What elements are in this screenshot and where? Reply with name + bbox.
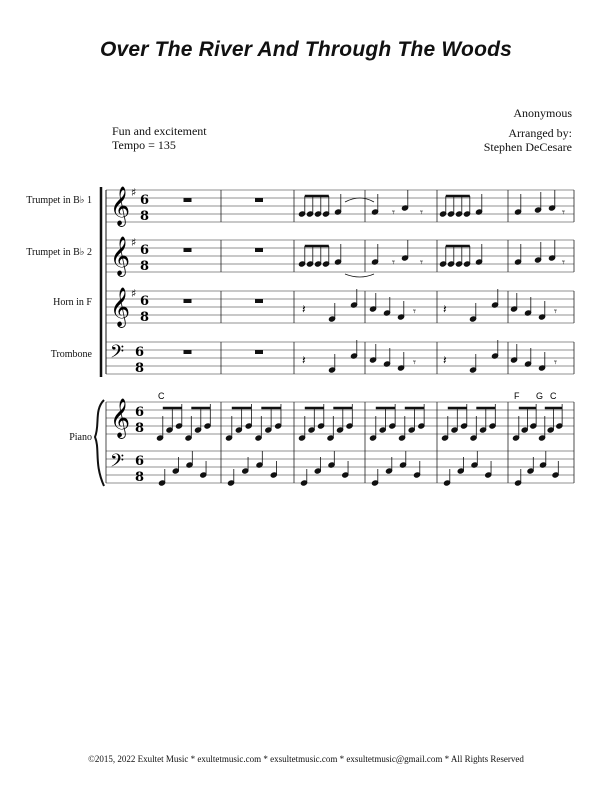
eighth-rest-icon: 𝄾 [413,305,416,318]
eighth-rest-icon: 𝄾 [392,206,395,219]
barlines [106,190,574,483]
notes [156,190,565,486]
eighth-rest-icon: 𝄾 [420,206,423,219]
score-title: Over The River And Through The Woods [99,38,513,61]
whole-rest-icon [184,198,192,202]
whole-rest-icon [255,299,263,303]
treble-clef-icon: 𝄞 [110,186,131,226]
whole-rest-icon [255,198,263,202]
time-signature-top: 6 [140,193,150,208]
quarter-rest-icon: 𝄽 [302,353,306,367]
key-signature-sharp-icon: ♯ [131,236,137,249]
arranger-label: Arranged by: [508,126,572,140]
whole-rest-icon [255,248,263,252]
time-signature-top: 6 [135,405,145,420]
quarter-rest-icon: 𝄽 [302,302,306,316]
composer: Anonymous [513,106,572,120]
arranger-name: Stephen DeCesare [483,140,572,154]
tie [345,274,374,277]
tie [345,198,374,202]
treble-clef-icon: 𝄞 [110,398,131,438]
whole-rest-icon [255,350,263,354]
instrument-label-horn: Horn in F [53,297,92,308]
eighth-rest-icon: 𝄾 [392,256,395,269]
copyright-footer: ©2015, 2022 Exultet Music * exultetmusic.com * exsultetmusic.com * exsultetmusic@gmail.com * All Rights Reserved [88,754,524,764]
eighth-rest-icon: 𝄾 [413,356,416,369]
eighth-rest-icon: 𝄾 [562,206,565,219]
time-signature-top: 6 [135,345,145,360]
treble-clef-icon: 𝄞 [110,236,131,276]
tempo-text: Tempo = 135 [112,138,176,152]
chord-symbol-c-start: C [158,391,165,401]
eighth-rest-icon: 𝄾 [554,305,557,318]
eighth-rest-icon: 𝄾 [554,356,557,369]
expression-text: Fun and excitement [112,124,207,138]
eighth-rest-icon: 𝄾 [420,256,423,269]
clefs [110,186,149,485]
time-signature-bottom: 8 [140,310,150,325]
whole-rest-icon [184,248,192,252]
time-signature-top: 6 [140,243,150,258]
time-signature-bottom: 8 [135,421,145,436]
chord-symbol-f: F [514,391,520,401]
whole-rest-icon [184,350,192,354]
whole-rest-icon [184,299,192,303]
quarter-rest-icon: 𝄽 [443,302,447,316]
bass-clef-icon: 𝄢 [110,451,125,476]
piano-brace [95,400,104,486]
time-signature-top: 6 [135,454,145,469]
treble-clef-icon: 𝄞 [110,287,131,327]
key-signature-sharp-icon: ♯ [131,287,137,300]
quarter-rest-icon: 𝄽 [443,353,447,367]
chord-symbol-g: G [536,391,544,401]
instrument-label-trumpet-2: Trumpet in B♭ 2 [26,247,92,258]
staff-lines [106,190,574,483]
time-signature-bottom: 8 [140,209,150,224]
time-signature-bottom: 8 [135,361,145,376]
eighth-rest-icon: 𝄾 [562,256,565,269]
time-signature-top: 6 [140,294,150,309]
bass-clef-icon: 𝄢 [110,342,125,367]
key-signature-sharp-icon: ♯ [131,186,137,199]
chord-symbol-c-end: C [550,391,557,401]
system-brackets [95,187,104,486]
instrument-label-trombone: Trombone [50,349,92,360]
time-signature-bottom: 8 [135,470,145,485]
instrument-label-piano: Piano [69,432,92,443]
time-signature-bottom: 8 [140,259,150,274]
instrument-label-trumpet-1: Trumpet in B♭ 1 [26,195,92,206]
